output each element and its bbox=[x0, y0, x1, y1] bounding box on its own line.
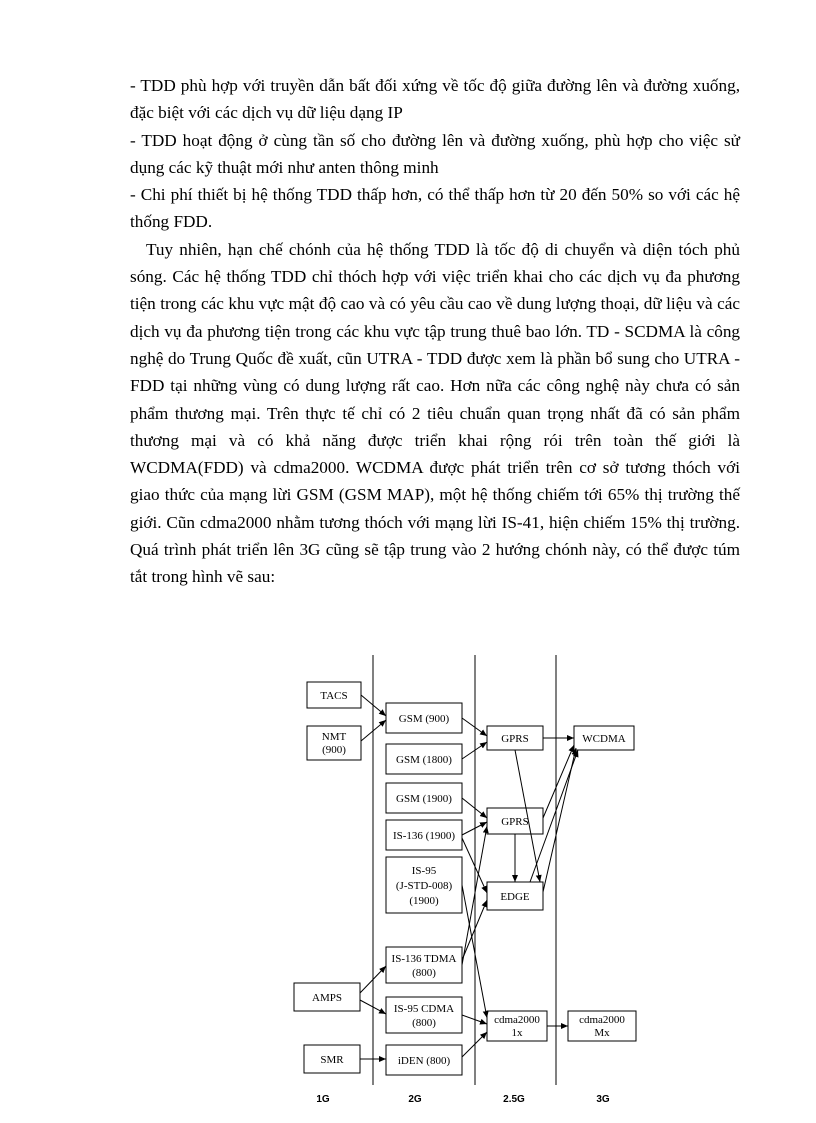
svg-text:GSM (1800): GSM (1800) bbox=[396, 754, 452, 766]
svg-text:IS-136 (1900): IS-136 (1900) bbox=[392, 830, 456, 842]
node-gsm-1800 bbox=[386, 744, 462, 774]
svg-text:AMPS: AMPS bbox=[312, 992, 342, 1004]
svg-text:IS-95 CDMA: IS-95 CDMA bbox=[393, 1003, 455, 1015]
node-is136-1900 bbox=[386, 820, 462, 850]
node-is136-tdma bbox=[386, 947, 462, 983]
svg-text:SMR: SMR bbox=[320, 1054, 344, 1066]
svg-text:(900): (900) bbox=[322, 744, 346, 756]
svg-text:(800): (800) bbox=[412, 1017, 436, 1029]
body-paragraph: Tuy nhiên, hạn chế chónh của hệ thống TDD là tốc độ di chuyển và diện tóch phủ sóng. Các hệ thống TDD chỉ thóch hợp với việc triển khai cho các dịch vụ đa phương tiện trong các khu vực mật độ cao và có yêu cầu cao về dung lượng thoại, dữ liệu và các dịch vụ đa phương tiện trong các khu vực tập trung thuê bao lớn. TD - SCDMA là công nghệ do Trung Quốc đề xuất, cũn UTRA - TDD được xem là phần bổ sung cho UTRA - FDD tại những vùng có dung lượng rất cao. Hơn nữa các công nghệ này chưa có sản phẩm thương mại. Trên thực tế chỉ có 2 tiêu chuẩn quan trọng nhất đã có sản phẩm thương mại và có khả năng được triển khai rộng rói trên toàn thế giới là WCDMA(FDD) và cdma2000. WCDMA được phát triển trên cơ sở tương thóch với giao thức của mạng lừi GSM (GSM MAP), một hệ thống chiếm tới 65% thị trường thế giới. Cũn cdma2000 nhằm tương thóch với mạng lừi IS-41, hiện chiếm 15% thị trường. Quá trình phát triển lên 3G cũng sẽ tập trung vào 2 hướng chónh này, có thể được túm tắt trong hình vẽ sau: bbox=[130, 239, 740, 587]
node-gsm-1900 bbox=[386, 783, 462, 813]
bullet-paragraph: - TDD phù hợp với truyền dẫn bất đối xứng về tốc độ giữa đường lên và đường xuống, đặc biệt với các dịch vụ dữ liệu dạng IP bbox=[130, 76, 740, 123]
node-edge bbox=[487, 882, 543, 910]
bullet-paragraph: - TDD hoạt động ở cùng tần số cho đường lên và đường xuống, phù hợp cho việc sử dụng các kỹ thuật mới như anten thông minh bbox=[130, 130, 740, 177]
svg-text:cdma2000: cdma2000 bbox=[579, 1014, 625, 1026]
label-3g: 3G bbox=[596, 1094, 610, 1105]
node-nmt bbox=[307, 726, 361, 760]
label-2-5g: 2.5G bbox=[503, 1094, 525, 1105]
node-tacs bbox=[307, 682, 361, 708]
svg-text:GSM (1900): GSM (1900) bbox=[396, 793, 452, 805]
svg-text:TACS: TACS bbox=[320, 690, 348, 702]
node-amps bbox=[294, 983, 360, 1011]
node-gsm-900 bbox=[386, 703, 462, 733]
svg-text:(800): (800) bbox=[412, 967, 436, 979]
node-gprs-top bbox=[487, 726, 543, 750]
svg-text:cdma2000: cdma2000 bbox=[494, 1014, 540, 1026]
svg-text:GPRS: GPRS bbox=[501, 733, 529, 745]
node-cdma2000-1x bbox=[487, 1011, 547, 1041]
label-1g: 1G bbox=[316, 1094, 330, 1105]
svg-text:IS-95: IS-95 bbox=[411, 865, 437, 877]
node-cdma2000-mx bbox=[568, 1011, 636, 1041]
svg-text:GSM (900): GSM (900) bbox=[398, 713, 450, 725]
arrow-gprsmid-wcdma bbox=[543, 745, 574, 818]
svg-text:WCDMA: WCDMA bbox=[582, 733, 626, 745]
node-is95-jstd008 bbox=[386, 857, 462, 913]
svg-text:IS-136 TDMA: IS-136 TDMA bbox=[391, 953, 457, 965]
node-wcdma bbox=[574, 726, 634, 750]
svg-text:GPRS: GPRS bbox=[501, 816, 529, 828]
bullet-paragraph: - Chi phí thiết bị hệ thống TDD thấp hơn, có thể thấp hơn từ 20 đến 50% so với các hệ thống FDD. bbox=[130, 185, 740, 232]
svg-text:Mx: Mx bbox=[594, 1027, 610, 1039]
node-iden bbox=[386, 1045, 462, 1075]
node-gprs-mid bbox=[487, 808, 543, 834]
node-smr bbox=[304, 1045, 360, 1073]
svg-text:1x: 1x bbox=[511, 1027, 523, 1039]
svg-text:(J-STD-008): (J-STD-008) bbox=[395, 880, 453, 892]
node-is95-cdma bbox=[386, 997, 462, 1033]
svg-text:(1900): (1900) bbox=[409, 895, 439, 907]
svg-text:NMT: NMT bbox=[321, 731, 347, 743]
svg-text:EDGE: EDGE bbox=[500, 891, 530, 903]
svg-text:iDEN (800): iDEN (800) bbox=[397, 1055, 451, 1067]
label-2g: 2G bbox=[408, 1094, 422, 1105]
